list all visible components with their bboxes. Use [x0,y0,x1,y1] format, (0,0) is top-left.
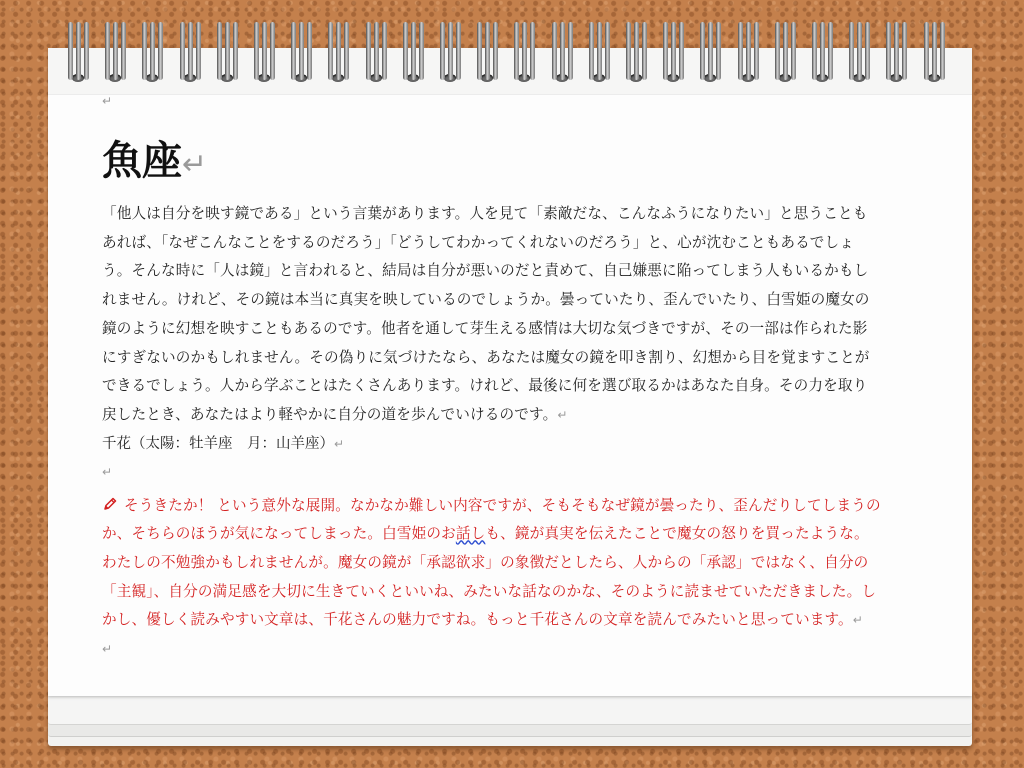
ring-wire [663,22,668,80]
binding-ring [134,22,168,78]
ring-wire [828,22,833,80]
ring-wire [477,22,482,80]
ring-wire [886,22,891,80]
ring-wire [783,22,788,80]
binding-ring [916,22,950,78]
comment-text-1: そうきたか！ という意外な展開。なかなか難しい内容ですが、そもそもなぜ鏡が曇ったり、歪んだりしてしまうのか、そちらのほうが気になってしまった。白雪姫のお [102,496,881,543]
ring-wire [270,22,275,80]
ring-wire [233,22,238,80]
ring-wire [196,22,201,80]
ring-wire [142,22,147,80]
ring-wire [626,22,631,80]
binding-ring [692,22,726,78]
binding-ring [60,22,94,78]
ring-wire [865,22,870,80]
return-mark: ↵ [102,464,113,479]
binding-ring [581,22,615,78]
ring-wire [634,22,639,80]
document-content [102,94,882,663]
ring-wire [894,22,899,80]
ring-wire [158,22,163,80]
ring-wire [775,22,780,80]
ring-wire [746,22,751,80]
ring-wire [597,22,602,80]
body-paragraph: 「他人は自分を映す鏡である」という言葉があります。人を見て「素敵だな、こんなふうになりたい」と思うこともあれば、「なぜこんなことをするのだろう」「どうしてわかってくれないのだろう」と、心が沈むこともあるでしょう。そんな時に「人は鏡」と言われると、結局は自分が悪いのだと責めて、自己嫌悪に陥ってしまう人もいるかもしれません。けれど、その鏡は本当に真実を映しているのでしょうか。曇っていたり、歪んでいたり、白雪姫の魔女の鏡のように幻想を映すこともあるのです。他者を通して芽生える感情は大切な気づきですが、その一部は作られた影にすぎないのかもしれません。その偽りに気づけたなら、あなたは魔女の鏡を叩き割り、幻想から目を覚ますことができるでしょう。人から学ぶことはたくさんあります。けれど、最後に何を選び取るかはあなた自身。その力を取り戻したとき、あなたはより軽やかに自分の道を歩んでいけるのです。 [102,205,870,423]
editor-comment [102,492,882,636]
ring-wire [857,22,862,80]
ring-wire [262,22,267,80]
binding-ring [97,22,131,78]
binding-ring [432,22,466,78]
binding-ring [767,22,801,78]
ring-wire [68,22,73,80]
ring-wire [440,22,445,80]
ring-wire [299,22,304,80]
ring-wire [382,22,387,80]
ring-wire [902,22,907,80]
ring-wire [812,22,817,80]
ring-wire [291,22,296,80]
binding-ring [320,22,354,78]
ring-wire [150,22,155,80]
ring-wire [485,22,490,80]
return-mark: ↵ [852,613,863,628]
ring-wire [568,22,573,80]
binding-ring [395,22,429,78]
pencil-icon [102,496,118,512]
page-title [102,132,882,190]
return-mark: ↵ [182,147,208,182]
ring-wire [113,22,118,80]
return-mark: ↵ [334,436,345,451]
ring-wire [493,22,498,80]
spiral-binding [60,0,960,90]
ring-wire [121,22,126,80]
binding-ring [469,22,503,78]
ring-wire [605,22,610,80]
ring-wire [940,22,945,80]
ring-wire [560,22,565,80]
ring-wire [374,22,379,80]
ring-wire [754,22,759,80]
binding-ring [878,22,912,78]
ring-wire [589,22,594,80]
comment-text-2: も、鏡が真実を伝えたことで魔女の怒りを買ったような。わたしの不勉強かもしれませんが。魔女の鏡が「承認欲求」の象徴だとしたら、人からの「承認」ではなく、自分の「主観」、自分の満足感を大切に生きていくといいね、みたいな話なのかな、そのように読ませていただきました。しかし、優しく読みやすい文章は、千花さんの魅力ですね。もっと千花さんの文章を読んでみたいと思っています。 [102,525,877,629]
binding-ring [618,22,652,78]
ring-wire [105,22,110,80]
ring-wire [411,22,416,80]
ring-wire [671,22,676,80]
binding-ring [730,22,764,78]
author-line [102,430,882,458]
binding-ring [841,22,875,78]
ring-wire [791,22,796,80]
ring-wire [328,22,333,80]
ring-wire [708,22,713,80]
ring-wire [932,22,937,80]
ring-wire [514,22,519,80]
ring-wire [522,22,527,80]
binding-ring [283,22,317,78]
blank-line [102,635,882,663]
ring-wire [84,22,89,80]
author-text: 千花（太陽：牡羊座 月：山羊座） [102,435,334,452]
ring-wire [217,22,222,80]
ring-wire [180,22,185,80]
blank-line [102,458,882,486]
ring-wire [188,22,193,80]
spellcheck-underline: 話し [455,525,486,543]
ring-wire [307,22,312,80]
binding-ring [246,22,280,78]
ring-wire [738,22,743,80]
ring-wire [700,22,705,80]
ring-wire [716,22,721,80]
ring-wire [530,22,535,80]
ring-wire [403,22,408,80]
ring-wire [642,22,647,80]
ring-wire [419,22,424,80]
ring-wire [924,22,929,80]
binding-ring [358,22,392,78]
ring-wire [76,22,81,80]
ring-wire [448,22,453,80]
return-mark: ↵ [557,407,568,422]
return-mark: ↵ [102,94,113,108]
binding-ring [506,22,540,78]
binding-ring [804,22,838,78]
ring-wire [456,22,461,80]
ring-wire [366,22,371,80]
ring-wire [849,22,854,80]
title-text: 魚座 [102,138,182,184]
ring-wire [225,22,230,80]
return-mark: ↵ [102,642,113,657]
binding-ring [655,22,689,78]
binding-ring [544,22,578,78]
ring-wire [254,22,259,80]
ring-wire [679,22,684,80]
ring-wire [552,22,557,80]
horoscope-text [102,200,882,430]
ring-wire [344,22,349,80]
binding-ring [209,22,243,78]
binding-ring [172,22,206,78]
ring-wire [336,22,341,80]
ring-wire [820,22,825,80]
